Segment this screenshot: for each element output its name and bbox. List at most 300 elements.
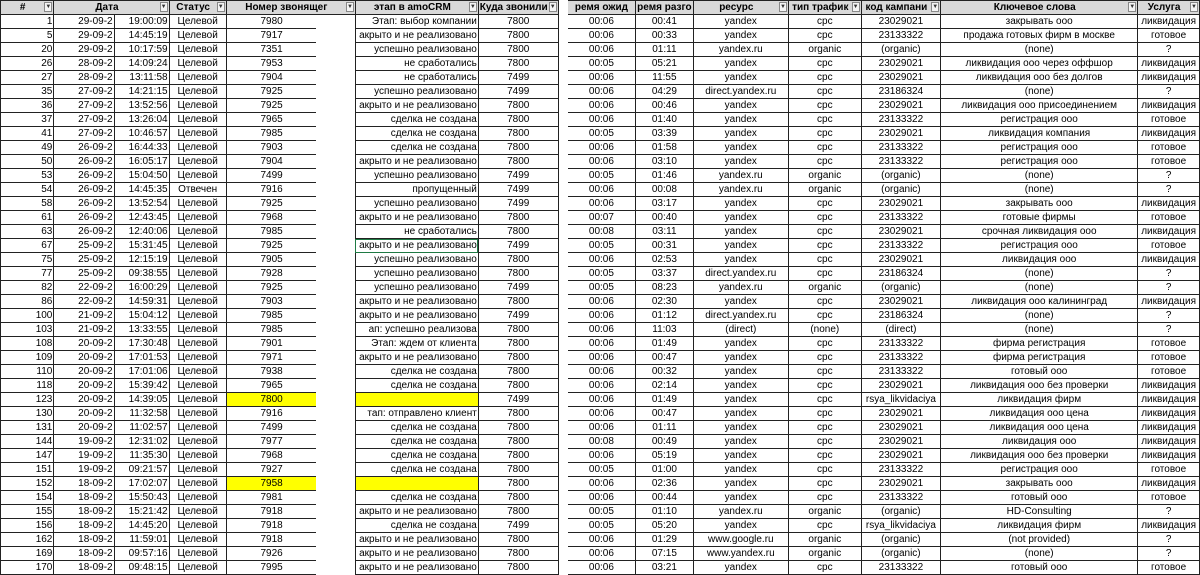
cell-status[interactable]: Целевой: [169, 407, 226, 421]
cell-traffic-type[interactable]: cpc: [788, 309, 861, 323]
cell-service[interactable]: ликвидация: [1138, 71, 1200, 85]
cell-service[interactable]: ?: [1138, 183, 1200, 197]
table-row[interactable]: [1, 281, 1200, 295]
cell-gap[interactable]: [558, 99, 567, 113]
cell-keywords[interactable]: ликвидация ооо: [941, 253, 1138, 267]
header-number[interactable]: # ▼: [1, 1, 54, 15]
cell-amocrm-stage[interactable]: акрыто и не реализовано: [355, 295, 478, 309]
cell-keywords[interactable]: (none): [941, 183, 1138, 197]
cell-service[interactable]: ликвидация: [1138, 253, 1200, 267]
cell-called-to[interactable]: 7499: [478, 393, 558, 407]
table-row[interactable]: [1, 505, 1200, 519]
cell-amocrm-stage[interactable]: акрыто и не реализовано: [355, 533, 478, 547]
cell-amocrm-stage[interactable]: сделка не создана: [355, 491, 478, 505]
cell-caller-number[interactable]: 7925: [226, 99, 316, 113]
cell-campaign-code[interactable]: (organic): [861, 169, 941, 183]
filter-dropdown-icon[interactable]: ▼: [1129, 4, 1136, 10]
cell-caller-number[interactable]: 7351: [226, 43, 316, 57]
cell-blank-masked[interactable]: [316, 43, 355, 57]
cell-gap[interactable]: [558, 309, 567, 323]
cell-traffic-type[interactable]: cpc: [788, 365, 861, 379]
cell-gap[interactable]: [558, 155, 567, 169]
cell-caller-number[interactable]: 7981: [226, 491, 316, 505]
cell-status[interactable]: Целевой: [169, 155, 226, 169]
cell-service[interactable]: ликвидация: [1138, 435, 1200, 449]
cell-called-to[interactable]: 7800: [478, 407, 558, 421]
cell-keywords[interactable]: ликвидация ооо цена: [941, 407, 1138, 421]
cell-date-time[interactable]: 14:21:15: [114, 85, 169, 99]
cell-wait-time[interactable]: 00:06: [568, 379, 636, 393]
table-row[interactable]: [1, 71, 1200, 85]
cell-blank-masked[interactable]: [316, 225, 355, 239]
cell-amocrm-stage[interactable]: акрыто и не реализовано: [355, 309, 478, 323]
cell-campaign-code[interactable]: 23186324: [861, 309, 941, 323]
cell-campaign-code[interactable]: 23133322: [861, 211, 941, 225]
cell-date-time[interactable]: 17:01:06: [114, 365, 169, 379]
cell-talk-time[interactable]: 02:53: [636, 253, 693, 267]
cell-service[interactable]: ликвидация: [1138, 379, 1200, 393]
cell-caller-number[interactable]: 7953: [226, 57, 316, 71]
cell-blank-masked[interactable]: [316, 113, 355, 127]
cell-amocrm-stage[interactable]: акрыто и не реализовано: [355, 561, 478, 575]
cell-traffic-type[interactable]: cpc: [788, 491, 861, 505]
cell-resource[interactable]: www.yandex.ru: [693, 547, 788, 561]
table-row[interactable]: [1, 407, 1200, 421]
cell-blank-masked[interactable]: [316, 379, 355, 393]
cell-keywords[interactable]: (not provided): [941, 533, 1138, 547]
cell-keywords[interactable]: (none): [941, 43, 1138, 57]
cell-status[interactable]: Целевой: [169, 253, 226, 267]
cell-campaign-code[interactable]: 23029021: [861, 421, 941, 435]
cell-service[interactable]: готовое: [1138, 463, 1200, 477]
cell-amocrm-stage[interactable]: не сработались: [355, 71, 478, 85]
cell-number[interactable]: 86: [1, 295, 54, 309]
cell-traffic-type[interactable]: cpc: [788, 351, 861, 365]
table-row[interactable]: [1, 211, 1200, 225]
filter-dropdown-icon[interactable]: ▼: [932, 4, 939, 10]
cell-number[interactable]: 41: [1, 127, 54, 141]
cell-keywords[interactable]: срочная ликвидация ооо: [941, 225, 1138, 239]
cell-date-time[interactable]: 13:33:55: [114, 323, 169, 337]
cell-resource[interactable]: direct.yandex.ru: [693, 267, 788, 281]
cell-traffic-type[interactable]: cpc: [788, 155, 861, 169]
cell-talk-time[interactable]: 01:58: [636, 141, 693, 155]
cell-campaign-code[interactable]: (organic): [861, 547, 941, 561]
table-row[interactable]: [1, 561, 1200, 575]
cell-gap[interactable]: [558, 127, 567, 141]
cell-status[interactable]: Целевой: [169, 379, 226, 393]
cell-status[interactable]: Целевой: [169, 421, 226, 435]
cell-talk-time[interactable]: 00:33: [636, 29, 693, 43]
cell-service[interactable]: ?: [1138, 169, 1200, 183]
cell-traffic-type[interactable]: cpc: [788, 211, 861, 225]
cell-campaign-code[interactable]: 23133322: [861, 141, 941, 155]
cell-traffic-type[interactable]: organic: [788, 547, 861, 561]
cell-date-time[interactable]: 10:17:59: [114, 43, 169, 57]
cell-talk-time[interactable]: 00:47: [636, 407, 693, 421]
cell-keywords[interactable]: ликвидация ооо калининград: [941, 295, 1138, 309]
cell-keywords[interactable]: (none): [941, 169, 1138, 183]
cell-resource[interactable]: yandex.ru: [693, 183, 788, 197]
cell-date-day[interactable]: 28-09-2: [54, 71, 114, 85]
cell-blank-masked[interactable]: [316, 15, 355, 29]
cell-campaign-code[interactable]: (organic): [861, 281, 941, 295]
cell-talk-time[interactable]: 03:11: [636, 225, 693, 239]
cell-number[interactable]: 36: [1, 99, 54, 113]
filter-dropdown-icon[interactable]: ▼: [779, 4, 786, 10]
cell-status[interactable]: Целевой: [169, 519, 226, 533]
cell-status[interactable]: Целевой: [169, 211, 226, 225]
cell-called-to[interactable]: 7499: [478, 169, 558, 183]
cell-traffic-type[interactable]: cpc: [788, 477, 861, 491]
cell-talk-time[interactable]: 00:46: [636, 99, 693, 113]
cell-caller-number[interactable]: 7499: [226, 169, 316, 183]
cell-wait-time[interactable]: 00:06: [568, 533, 636, 547]
cell-caller-number[interactable]: 7995: [226, 561, 316, 575]
cell-keywords[interactable]: (none): [941, 323, 1138, 337]
cell-number[interactable]: 20: [1, 43, 54, 57]
cell-date-time[interactable]: 15:39:42: [114, 379, 169, 393]
cell-called-to[interactable]: 7800: [478, 225, 558, 239]
cell-campaign-code[interactable]: 23133322: [861, 155, 941, 169]
cell-keywords[interactable]: (none): [941, 547, 1138, 561]
cell-date-day[interactable]: 26-09-2: [54, 211, 114, 225]
cell-caller-number[interactable]: 7926: [226, 547, 316, 561]
cell-campaign-code[interactable]: 23133322: [861, 29, 941, 43]
cell-service[interactable]: ?: [1138, 85, 1200, 99]
cell-called-to[interactable]: 7800: [478, 57, 558, 71]
cell-wait-time[interactable]: 00:05: [568, 463, 636, 477]
cell-resource[interactable]: yandex: [693, 141, 788, 155]
cell-called-to[interactable]: 7800: [478, 477, 558, 491]
cell-status[interactable]: Целевой: [169, 295, 226, 309]
cell-number[interactable]: 63: [1, 225, 54, 239]
cell-traffic-type[interactable]: cpc: [788, 85, 861, 99]
cell-date-time[interactable]: 14:39:05: [114, 393, 169, 407]
cell-number[interactable]: 53: [1, 169, 54, 183]
cell-campaign-code[interactable]: 23029021: [861, 435, 941, 449]
cell-called-to[interactable]: 7800: [478, 211, 558, 225]
cell-campaign-code[interactable]: (direct): [861, 323, 941, 337]
cell-blank-masked[interactable]: [316, 155, 355, 169]
cell-gap[interactable]: [558, 183, 567, 197]
cell-resource[interactable]: yandex: [693, 435, 788, 449]
cell-talk-time[interactable]: 03:39: [636, 127, 693, 141]
cell-date-time[interactable]: 17:30:48: [114, 337, 169, 351]
cell-caller-number[interactable]: 7925: [226, 281, 316, 295]
cell-resource[interactable]: yandex.ru: [693, 281, 788, 295]
cell-service[interactable]: готовое: [1138, 211, 1200, 225]
cell-status[interactable]: Целевой: [169, 113, 226, 127]
cell-blank-masked[interactable]: [316, 533, 355, 547]
cell-number[interactable]: 37: [1, 113, 54, 127]
cell-traffic-type[interactable]: cpc: [788, 141, 861, 155]
cell-called-to[interactable]: 7800: [478, 253, 558, 267]
cell-campaign-code[interactable]: rsya_likvidaciya: [861, 393, 941, 407]
table-row[interactable]: [1, 547, 1200, 561]
cell-resource[interactable]: yandex: [693, 337, 788, 351]
table-row[interactable]: [1, 127, 1200, 141]
cell-talk-time[interactable]: 01:49: [636, 393, 693, 407]
cell-keywords[interactable]: ликвидация компания: [941, 127, 1138, 141]
cell-status[interactable]: Целевой: [169, 477, 226, 491]
cell-blank-masked[interactable]: [316, 71, 355, 85]
cell-amocrm-stage[interactable]: успешно реализовано: [355, 169, 478, 183]
cell-caller-number[interactable]: 7925: [226, 239, 316, 253]
cell-blank-masked[interactable]: [316, 183, 355, 197]
table-row[interactable]: [1, 295, 1200, 309]
cell-called-to[interactable]: 7800: [478, 99, 558, 113]
cell-resource[interactable]: yandex: [693, 519, 788, 533]
cell-campaign-code[interactable]: 23029021: [861, 127, 941, 141]
table-row[interactable]: [1, 477, 1200, 491]
cell-gap[interactable]: [558, 43, 567, 57]
cell-talk-time[interactable]: 01:12: [636, 309, 693, 323]
cell-status[interactable]: Целевой: [169, 267, 226, 281]
cell-amocrm-stage[interactable]: сделка не создана: [355, 421, 478, 435]
cell-amocrm-stage[interactable]: успешно реализовано: [355, 267, 478, 281]
cell-amocrm-stage[interactable]: [355, 393, 478, 407]
cell-blank-masked[interactable]: [316, 365, 355, 379]
cell-service[interactable]: ?: [1138, 547, 1200, 561]
cell-number[interactable]: 123: [1, 393, 54, 407]
cell-keywords[interactable]: ликвидация ооо без проверки: [941, 449, 1138, 463]
cell-talk-time[interactable]: 01:11: [636, 421, 693, 435]
cell-talk-time[interactable]: 00:49: [636, 435, 693, 449]
header-resource[interactable]: ресурс ▼: [693, 1, 788, 15]
cell-number[interactable]: 151: [1, 463, 54, 477]
cell-blank-masked[interactable]: [316, 323, 355, 337]
cell-called-to[interactable]: 7499: [478, 309, 558, 323]
cell-wait-time[interactable]: 00:06: [568, 85, 636, 99]
cell-date-day[interactable]: 25-09-2: [54, 267, 114, 281]
cell-talk-time[interactable]: 01:40: [636, 113, 693, 127]
cell-campaign-code[interactable]: 23029021: [861, 449, 941, 463]
cell-status[interactable]: Целевой: [169, 43, 226, 57]
filter-dropdown-icon[interactable]: ▼: [469, 4, 476, 10]
cell-service[interactable]: ликвидация: [1138, 519, 1200, 533]
cell-date-time[interactable]: 13:52:54: [114, 197, 169, 211]
cell-date-day[interactable]: 22-09-2: [54, 281, 114, 295]
cell-traffic-type[interactable]: cpc: [788, 449, 861, 463]
cell-blank-masked[interactable]: [316, 491, 355, 505]
cell-keywords[interactable]: (none): [941, 267, 1138, 281]
cell-resource[interactable]: yandex.ru: [693, 505, 788, 519]
cell-wait-time[interactable]: 00:08: [568, 435, 636, 449]
cell-gap[interactable]: [558, 533, 567, 547]
cell-caller-number[interactable]: 7925: [226, 85, 316, 99]
cell-keywords[interactable]: готовый ооо: [941, 561, 1138, 575]
cell-date-day[interactable]: 20-09-2: [54, 421, 114, 435]
cell-caller-number[interactable]: 7971: [226, 351, 316, 365]
cell-caller-number[interactable]: 7965: [226, 113, 316, 127]
table-row[interactable]: [1, 519, 1200, 533]
cell-date-time[interactable]: 14:09:24: [114, 57, 169, 71]
cell-date-day[interactable]: 19-09-2: [54, 435, 114, 449]
cell-number[interactable]: 49: [1, 141, 54, 155]
cell-traffic-type[interactable]: cpc: [788, 99, 861, 113]
cell-wait-time[interactable]: 00:06: [568, 561, 636, 575]
cell-talk-time[interactable]: 01:29: [636, 533, 693, 547]
cell-talk-time[interactable]: 03:21: [636, 561, 693, 575]
cell-amocrm-stage[interactable]: сделка не создана: [355, 127, 478, 141]
cell-campaign-code[interactable]: 23029021: [861, 99, 941, 113]
filter-dropdown-icon[interactable]: ▼: [549, 4, 556, 10]
cell-traffic-type[interactable]: cpc: [788, 29, 861, 43]
cell-resource[interactable]: yandex: [693, 211, 788, 225]
cell-talk-time[interactable]: 01:00: [636, 463, 693, 477]
cell-blank-masked[interactable]: [316, 561, 355, 575]
cell-status[interactable]: Целевой: [169, 435, 226, 449]
cell-gap[interactable]: [558, 113, 567, 127]
cell-service[interactable]: готовое: [1138, 29, 1200, 43]
table-row[interactable]: [1, 393, 1200, 407]
cell-called-to[interactable]: 7800: [478, 15, 558, 29]
cell-date-day[interactable]: 27-09-2: [54, 85, 114, 99]
cell-date-day[interactable]: 26-09-2: [54, 155, 114, 169]
cell-amocrm-stage[interactable]: сделка не создана: [355, 449, 478, 463]
cell-resource[interactable]: yandex: [693, 57, 788, 71]
cell-resource[interactable]: yandex: [693, 29, 788, 43]
cell-number[interactable]: 155: [1, 505, 54, 519]
cell-status[interactable]: Целевой: [169, 239, 226, 253]
cell-number[interactable]: 82: [1, 281, 54, 295]
cell-date-day[interactable]: 20-09-2: [54, 407, 114, 421]
cell-caller-number[interactable]: 7918: [226, 533, 316, 547]
cell-caller-number[interactable]: 7985: [226, 127, 316, 141]
cell-date-day[interactable]: 27-09-2: [54, 127, 114, 141]
cell-service[interactable]: ?: [1138, 281, 1200, 295]
cell-service[interactable]: готовое: [1138, 239, 1200, 253]
cell-number[interactable]: 152: [1, 477, 54, 491]
cell-date-day[interactable]: 20-09-2: [54, 379, 114, 393]
cell-keywords[interactable]: (none): [941, 309, 1138, 323]
cell-called-to[interactable]: 7800: [478, 533, 558, 547]
cell-traffic-type[interactable]: cpc: [788, 113, 861, 127]
cell-gap[interactable]: [558, 421, 567, 435]
cell-date-day[interactable]: 29-09-2: [54, 29, 114, 43]
header-called-to[interactable]: Куда звонили ▼: [478, 1, 558, 15]
cell-traffic-type[interactable]: cpc: [788, 407, 861, 421]
cell-wait-time[interactable]: 00:08: [568, 225, 636, 239]
cell-keywords[interactable]: регистрация ооо: [941, 463, 1138, 477]
cell-traffic-type[interactable]: cpc: [788, 421, 861, 435]
cell-talk-time[interactable]: 08:23: [636, 281, 693, 295]
cell-service[interactable]: ?: [1138, 309, 1200, 323]
cell-date-day[interactable]: 28-09-2: [54, 57, 114, 71]
table-row[interactable]: [1, 421, 1200, 435]
cell-status[interactable]: Целевой: [169, 365, 226, 379]
cell-number[interactable]: 61: [1, 211, 54, 225]
cell-date-time[interactable]: 11:32:58: [114, 407, 169, 421]
cell-status[interactable]: Целевой: [169, 337, 226, 351]
cell-resource[interactable]: yandex: [693, 477, 788, 491]
cell-gap[interactable]: [558, 519, 567, 533]
table-row[interactable]: [1, 267, 1200, 281]
cell-date-time[interactable]: 09:38:55: [114, 267, 169, 281]
cell-keywords[interactable]: ликвидация фирм: [941, 393, 1138, 407]
cell-campaign-code[interactable]: 23029021: [861, 295, 941, 309]
cell-gap[interactable]: [558, 351, 567, 365]
cell-status[interactable]: Целевой: [169, 15, 226, 29]
cell-campaign-code[interactable]: 23029021: [861, 71, 941, 85]
cell-number[interactable]: 108: [1, 337, 54, 351]
cell-gap[interactable]: [558, 295, 567, 309]
cell-amocrm-stage[interactable]: сделка не создана: [355, 379, 478, 393]
cell-talk-time[interactable]: 05:20: [636, 519, 693, 533]
table-row[interactable]: [1, 141, 1200, 155]
cell-gap[interactable]: [558, 71, 567, 85]
cell-called-to[interactable]: 7499: [478, 281, 558, 295]
cell-blank-masked[interactable]: [316, 547, 355, 561]
table-row[interactable]: [1, 491, 1200, 505]
cell-blank-masked[interactable]: [316, 85, 355, 99]
cell-talk-time[interactable]: 11:55: [636, 71, 693, 85]
cell-called-to[interactable]: 7800: [478, 29, 558, 43]
cell-resource[interactable]: yandex: [693, 71, 788, 85]
cell-amocrm-stage[interactable]: сделка не создана: [355, 463, 478, 477]
cell-amocrm-stage[interactable]: успешно реализовано: [355, 85, 478, 99]
table-row[interactable]: [1, 57, 1200, 71]
cell-called-to[interactable]: 7800: [478, 435, 558, 449]
cell-caller-number[interactable]: 7905: [226, 253, 316, 267]
cell-number[interactable]: 50: [1, 155, 54, 169]
cell-status[interactable]: Целевой: [169, 533, 226, 547]
cell-date-day[interactable]: 27-09-2: [54, 113, 114, 127]
cell-number[interactable]: 75: [1, 253, 54, 267]
cell-number[interactable]: 110: [1, 365, 54, 379]
cell-campaign-code[interactable]: 23133322: [861, 463, 941, 477]
cell-date-day[interactable]: 26-09-2: [54, 141, 114, 155]
cell-service[interactable]: ?: [1138, 505, 1200, 519]
cell-status[interactable]: Целевой: [169, 141, 226, 155]
cell-caller-number[interactable]: 7916: [226, 407, 316, 421]
cell-blank-masked[interactable]: [316, 239, 355, 253]
cell-blank-masked[interactable]: [316, 57, 355, 71]
cell-status[interactable]: Целевой: [169, 169, 226, 183]
cell-amocrm-stage[interactable]: сделка не создана: [355, 365, 478, 379]
cell-status[interactable]: Целевой: [169, 351, 226, 365]
cell-status[interactable]: Целевой: [169, 85, 226, 99]
cell-blank-masked[interactable]: [316, 267, 355, 281]
cell-campaign-code[interactable]: 23029021: [861, 197, 941, 211]
cell-caller-number[interactable]: 7916: [226, 183, 316, 197]
cell-date-day[interactable]: 19-09-2: [54, 449, 114, 463]
cell-talk-time[interactable]: 02:14: [636, 379, 693, 393]
filter-dropdown-icon[interactable]: ▼: [160, 4, 167, 10]
cell-number[interactable]: 77: [1, 267, 54, 281]
cell-talk-time[interactable]: 07:15: [636, 547, 693, 561]
cell-resource[interactable]: yandex: [693, 239, 788, 253]
cell-number[interactable]: 147: [1, 449, 54, 463]
header-talk-time[interactable]: ремя разго: [637, 2, 692, 13]
table-row[interactable]: [1, 113, 1200, 127]
cell-status[interactable]: Целевой: [169, 197, 226, 211]
cell-gap[interactable]: [558, 169, 567, 183]
cell-caller-number[interactable]: 7958: [226, 477, 316, 491]
cell-wait-time[interactable]: 00:06: [568, 71, 636, 85]
cell-resource[interactable]: yandex: [693, 99, 788, 113]
cell-service[interactable]: ликвидация: [1138, 15, 1200, 29]
cell-service[interactable]: ?: [1138, 43, 1200, 57]
cell-date-time[interactable]: 09:57:16: [114, 547, 169, 561]
cell-traffic-type[interactable]: cpc: [788, 435, 861, 449]
table-row[interactable]: [1, 463, 1200, 477]
cell-service[interactable]: ликвидация: [1138, 57, 1200, 71]
cell-gap[interactable]: [558, 57, 567, 71]
cell-date-time[interactable]: 09:48:15: [114, 561, 169, 575]
cell-keywords[interactable]: фирма регистрация: [941, 351, 1138, 365]
